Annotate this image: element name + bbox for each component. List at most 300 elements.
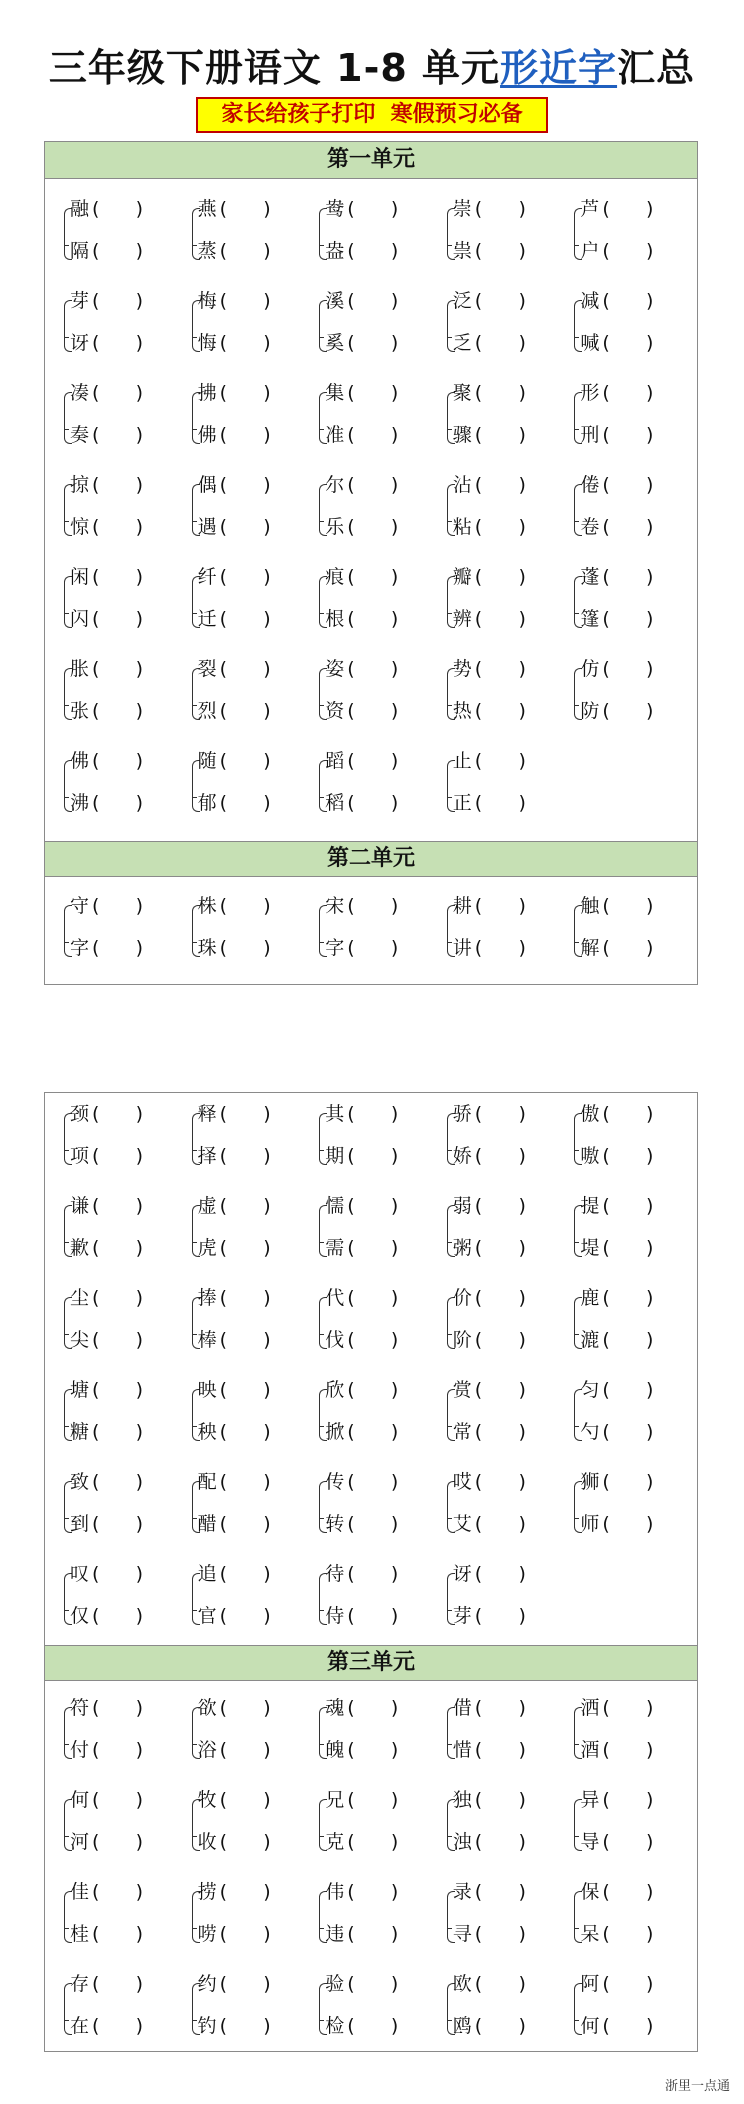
answer-blank[interactable]: ( ) [474,332,526,354]
answer-blank[interactable]: ( ) [474,566,526,588]
char-pair [570,1377,698,1469]
answer-blank[interactable]: ( ) [92,1973,144,1995]
char-pair [443,1695,571,1787]
answer-blank[interactable]: ( ) [347,1329,399,1351]
character: 映 [197,1379,217,1401]
char-line [580,1737,653,1763]
answer-blank[interactable]: ( ) [92,1923,144,1945]
character: 价 [452,1287,472,1309]
answer-blank[interactable]: ( ) [219,1471,271,1493]
answer-blank[interactable]: ( ) [347,1421,399,1443]
character: 兄 [325,1789,345,1811]
answer-blank[interactable]: ( ) [219,658,271,680]
answer-blank[interactable]: ( ) [474,198,526,220]
answer-blank[interactable]: ( ) [219,1789,271,1811]
char-line [453,2013,526,2039]
answer-blank[interactable]: ( ) [474,750,526,772]
answer-blank[interactable]: ( ) [602,1103,654,1125]
answer-blank[interactable]: ( ) [474,1195,526,1217]
char-pair [443,380,571,472]
answer-blank[interactable]: ( ) [347,750,399,772]
char-line [70,656,143,682]
answer-blank[interactable]: ( ) [602,658,654,680]
char-line [580,1101,653,1127]
char-line [198,1695,271,1721]
answer-blank[interactable]: ( ) [474,1789,526,1811]
answer-blank[interactable]: ( ) [474,1831,526,1853]
answer-blank[interactable]: ( ) [92,895,144,917]
char-line [453,1377,526,1403]
character: 准 [325,424,345,446]
character: 师 [580,1513,600,1535]
answer-blank[interactable]: ( ) [474,474,526,496]
answer-blank[interactable]: ( ) [602,566,654,588]
character: 尔 [325,474,345,496]
answer-blank[interactable]: ( ) [219,1195,271,1217]
answer-blank[interactable]: ( ) [474,1881,526,1903]
answer-blank[interactable]: ( ) [474,1379,526,1401]
char-line [70,238,143,264]
answer-blank[interactable]: ( ) [602,1471,654,1493]
char-line [453,1193,526,1219]
char-pair [443,656,571,748]
answer-blank[interactable]: ( ) [219,290,271,312]
character: 凑 [70,382,90,404]
char-line [580,1235,653,1261]
answer-blank[interactable]: ( ) [347,1923,399,1945]
answer-blank[interactable]: ( ) [474,937,526,959]
char-pair [188,1469,316,1561]
answer-blank[interactable]: ( ) [92,332,144,354]
char-pair [570,288,698,380]
char-line [325,1829,398,1855]
answer-blank[interactable]: ( ) [347,608,399,630]
answer-blank[interactable]: ( ) [474,1563,526,1585]
answer-blank[interactable]: ( ) [474,1923,526,1945]
answer-blank[interactable]: ( ) [474,1739,526,1761]
unit-1-grid [44,196,698,840]
unit-3-grid [44,1695,698,2063]
answer-blank[interactable]: ( ) [474,1605,526,1627]
answer-blank[interactable]: ( ) [92,1103,144,1125]
answer-blank[interactable]: ( ) [347,198,399,220]
answer-blank[interactable]: ( ) [474,1513,526,1535]
answer-blank[interactable]: ( ) [219,1287,271,1309]
char-line [198,748,271,774]
answer-blank[interactable]: ( ) [347,424,399,446]
char-line [325,606,398,632]
answer-blank[interactable]: ( ) [92,2015,144,2037]
character: 惜 [452,1739,472,1761]
char-line [70,790,143,816]
answer-blank[interactable]: ( ) [92,424,144,446]
answer-blank[interactable]: ( ) [602,1145,654,1167]
answer-blank[interactable]: ( ) [602,1287,654,1309]
answer-blank[interactable]: ( ) [602,1789,654,1811]
answer-blank[interactable]: ( ) [92,1513,144,1535]
answer-blank[interactable]: ( ) [92,1287,144,1309]
answer-blank[interactable]: ( ) [602,332,654,354]
char-line [453,656,526,682]
answer-blank[interactable]: ( ) [474,1973,526,1995]
answer-blank[interactable]: ( ) [219,332,271,354]
answer-blank[interactable]: ( ) [602,198,654,220]
answer-blank[interactable]: ( ) [347,1287,399,1309]
answer-blank[interactable]: ( ) [474,792,526,814]
character: 魂 [325,1697,345,1719]
char-line [453,238,526,264]
answer-blank[interactable]: ( ) [474,424,526,446]
character: 录 [452,1881,472,1903]
answer-blank[interactable]: ( ) [602,937,654,959]
answer-blank[interactable]: ( ) [92,474,144,496]
answer-blank[interactable]: ( ) [219,1563,271,1585]
answer-blank[interactable]: ( ) [347,658,399,680]
character: 唠 [197,1923,217,1945]
answer-blank[interactable]: ( ) [92,240,144,262]
char-line [70,935,143,961]
char-line [325,330,398,356]
answer-blank[interactable]: ( ) [92,792,144,814]
answer-blank[interactable]: ( ) [92,198,144,220]
character: 匀 [580,1379,600,1401]
answer-blank[interactable]: ( ) [92,382,144,404]
char-pair [60,1561,188,1653]
answer-blank[interactable]: ( ) [474,382,526,404]
answer-blank[interactable]: ( ) [347,937,399,959]
answer-blank[interactable]: ( ) [474,1103,526,1125]
answer-blank[interactable]: ( ) [92,937,144,959]
answer-blank[interactable]: ( ) [347,1513,399,1535]
char-line [580,1829,653,1855]
answer-blank[interactable]: ( ) [219,1421,271,1443]
character: 待 [325,1563,345,1585]
answer-blank[interactable]: ( ) [219,1739,271,1761]
char-line [198,1971,271,1997]
char-line [580,656,653,682]
answer-blank[interactable]: ( ) [92,1697,144,1719]
character: 字 [70,937,90,959]
character: 侍 [325,1605,345,1627]
answer-blank[interactable]: ( ) [92,1145,144,1167]
answer-blank[interactable]: ( ) [92,1563,144,1585]
section-heading-unit-1: 第一单元 [44,141,698,179]
answer-blank[interactable]: ( ) [219,566,271,588]
character: 字 [325,937,345,959]
answer-blank[interactable]: ( ) [347,474,399,496]
character: 惊 [70,516,90,538]
char-pair [315,893,443,985]
char-line [70,1377,143,1403]
char-line [70,1561,143,1587]
char-line [198,196,271,222]
answer-blank[interactable]: ( ) [92,1329,144,1351]
answer-blank[interactable]: ( ) [219,895,271,917]
answer-blank[interactable]: ( ) [92,290,144,312]
answer-blank[interactable]: ( ) [347,700,399,722]
answer-blank[interactable]: ( ) [474,895,526,917]
answer-blank[interactable]: ( ) [219,1513,271,1535]
answer-blank[interactable]: ( ) [92,1881,144,1903]
character: 洒 [580,1697,600,1719]
char-line [453,330,526,356]
answer-blank[interactable]: ( ) [347,1973,399,1995]
char-line [453,790,526,816]
char-line [580,2013,653,2039]
answer-blank[interactable]: ( ) [219,700,271,722]
answer-blank[interactable]: ( ) [92,750,144,772]
answer-blank[interactable]: ( ) [347,1103,399,1125]
answer-blank[interactable]: ( ) [602,424,654,446]
char-line [198,1829,271,1855]
answer-blank[interactable]: ( ) [347,1881,399,1903]
answer-blank[interactable]: ( ) [92,1789,144,1811]
char-line [325,238,398,264]
answer-blank[interactable]: ( ) [92,1195,144,1217]
answer-blank[interactable]: ( ) [219,1923,271,1945]
answer-blank[interactable]: ( ) [92,1471,144,1493]
answer-blank[interactable]: ( ) [219,2015,271,2037]
answer-blank[interactable]: ( ) [474,1329,526,1351]
watermark-footer: 浙里一点通 [664,2079,730,2094]
character: 伐 [325,1329,345,1351]
answer-blank[interactable]: ( ) [602,1195,654,1217]
answer-blank[interactable]: ( ) [474,608,526,630]
character: 糖 [70,1421,90,1443]
answer-blank[interactable]: ( ) [92,700,144,722]
answer-blank[interactable]: ( ) [474,1237,526,1259]
answer-blank[interactable]: ( ) [474,700,526,722]
char-line [325,1603,398,1629]
answer-blank[interactable]: ( ) [219,474,271,496]
character: 塘 [70,1379,90,1401]
character: 根 [325,608,345,630]
answer-blank[interactable]: ( ) [92,566,144,588]
answer-blank[interactable]: ( ) [92,1605,144,1627]
answer-blank[interactable]: ( ) [602,240,654,262]
char-line [580,1787,653,1813]
char-line [70,1603,143,1629]
answer-blank[interactable]: ( ) [474,2015,526,2037]
answer-blank[interactable]: ( ) [474,1145,526,1167]
answer-blank[interactable]: ( ) [92,1379,144,1401]
answer-blank[interactable]: ( ) [347,792,399,814]
answer-blank[interactable]: ( ) [219,424,271,446]
answer-blank[interactable]: ( ) [347,1237,399,1259]
answer-blank[interactable]: ( ) [219,1831,271,1853]
answer-blank[interactable]: ( ) [347,382,399,404]
character: 稻 [325,792,345,814]
char-line [198,1787,271,1813]
character: 棒 [197,1329,217,1351]
answer-blank[interactable]: ( ) [602,700,654,722]
character: 漉 [580,1329,600,1351]
character: 蓬 [580,566,600,588]
char-line [325,1469,398,1495]
answer-blank[interactable]: ( ) [219,1103,271,1125]
character: 项 [70,1145,90,1167]
answer-blank[interactable]: ( ) [347,1605,399,1627]
character: 资 [325,700,345,722]
char-line [325,698,398,724]
answer-blank[interactable]: ( ) [602,895,654,917]
char-line [325,1787,398,1813]
answer-blank[interactable]: ( ) [92,1831,144,1853]
answer-blank[interactable]: ( ) [602,2015,654,2037]
answer-blank[interactable]: ( ) [92,608,144,630]
answer-blank[interactable]: ( ) [219,1973,271,1995]
character: 赏 [452,1379,472,1401]
answer-blank[interactable]: ( ) [347,1195,399,1217]
character: 违 [325,1923,345,1945]
answer-blank[interactable]: ( ) [474,1697,526,1719]
char-line [325,1419,398,1445]
answer-blank[interactable]: ( ) [219,937,271,959]
char-pair [315,472,443,564]
character: 浴 [197,1739,217,1761]
answer-blank[interactable]: ( ) [602,1421,654,1443]
char-pair [443,1101,571,1193]
answer-blank[interactable]: ( ) [219,198,271,220]
answer-blank[interactable]: ( ) [347,516,399,538]
char-line [325,656,398,682]
char-line [453,1511,526,1537]
char-line [580,606,653,632]
char-line [198,1603,271,1629]
answer-blank[interactable]: ( ) [219,1237,271,1259]
answer-blank[interactable]: ( ) [347,1697,399,1719]
answer-blank[interactable]: ( ) [92,1237,144,1259]
character: 致 [70,1471,90,1493]
answer-blank[interactable]: ( ) [92,1421,144,1443]
char-line [70,330,143,356]
answer-blank[interactable]: ( ) [347,1145,399,1167]
answer-blank[interactable]: ( ) [474,658,526,680]
answer-blank[interactable]: ( ) [347,1471,399,1493]
answer-blank[interactable]: ( ) [219,382,271,404]
answer-blank[interactable]: ( ) [602,1513,654,1535]
answer-blank[interactable]: ( ) [347,332,399,354]
answer-blank[interactable]: ( ) [92,658,144,680]
answer-blank[interactable]: ( ) [602,1973,654,1995]
answer-blank[interactable]: ( ) [474,1471,526,1493]
char-pair [188,656,316,748]
answer-blank[interactable]: ( ) [219,792,271,814]
char-line [198,606,271,632]
answer-blank[interactable]: ( ) [347,240,399,262]
answer-blank[interactable]: ( ) [602,1329,654,1351]
answer-blank[interactable]: ( ) [347,566,399,588]
answer-blank[interactable]: ( ) [474,1421,526,1443]
char-line [325,893,398,919]
char-line [580,238,653,264]
answer-blank[interactable]: ( ) [347,1379,399,1401]
answer-blank[interactable]: ( ) [602,1881,654,1903]
char-line [70,422,143,448]
character: 讲 [452,937,472,959]
character: 崇 [452,198,472,220]
answer-blank[interactable]: ( ) [474,240,526,262]
char-pair [570,656,698,748]
char-line [70,564,143,590]
character: 盎 [325,240,345,262]
answer-blank[interactable]: ( ) [347,1789,399,1811]
char-line [325,1235,398,1261]
answer-blank[interactable]: ( ) [602,1739,654,1761]
char-line [70,698,143,724]
answer-blank[interactable]: ( ) [219,750,271,772]
answer-blank[interactable]: ( ) [602,290,654,312]
answer-blank[interactable]: ( ) [474,290,526,312]
answer-blank[interactable]: ( ) [219,1145,271,1167]
char-line [580,288,653,314]
answer-blank[interactable]: ( ) [219,516,271,538]
char-pair [570,1285,698,1377]
answer-blank[interactable]: ( ) [602,516,654,538]
answer-blank[interactable]: ( ) [219,608,271,630]
char-pair [315,1377,443,1469]
answer-blank[interactable]: ( ) [602,1923,654,1945]
answer-blank[interactable]: ( ) [602,1697,654,1719]
character: 到 [70,1513,90,1535]
char-pair [188,1377,316,1469]
answer-blank[interactable]: ( ) [602,1237,654,1259]
character: 痕 [325,566,345,588]
char-pair [188,196,316,288]
answer-blank[interactable]: ( ) [347,895,399,917]
char-line [453,422,526,448]
answer-blank[interactable]: ( ) [347,1563,399,1585]
answer-blank[interactable]: ( ) [602,474,654,496]
answer-blank[interactable]: ( ) [219,1379,271,1401]
char-line [325,1511,398,1537]
answer-blank[interactable]: ( ) [219,1605,271,1627]
answer-blank[interactable]: ( ) [219,1697,271,1719]
character: 粥 [452,1237,472,1259]
answer-blank[interactable]: ( ) [602,382,654,404]
answer-blank[interactable]: ( ) [602,1379,654,1401]
char-line [198,935,271,961]
answer-blank[interactable]: ( ) [347,1831,399,1853]
character: 付 [70,1739,90,1761]
character: 蹈 [325,750,345,772]
answer-blank[interactable]: ( ) [219,240,271,262]
answer-blank[interactable]: ( ) [474,1287,526,1309]
char-pair [188,1561,316,1653]
char-line [580,196,653,222]
answer-blank[interactable]: ( ) [92,516,144,538]
character: 艾 [452,1513,472,1535]
char-pair [188,1971,316,2063]
answer-blank[interactable]: ( ) [474,516,526,538]
character: 虎 [197,1237,217,1259]
answer-blank[interactable]: ( ) [347,2015,399,2037]
answer-blank[interactable]: ( ) [602,608,654,630]
character: 导 [580,1831,600,1853]
answer-blank[interactable]: ( ) [347,1739,399,1761]
answer-blank[interactable]: ( ) [92,1739,144,1761]
char-pair [570,564,698,656]
character: 提 [580,1195,600,1217]
answer-blank[interactable]: ( ) [219,1329,271,1351]
char-pair [570,1971,698,2063]
character: 叹 [70,1563,90,1585]
answer-blank[interactable]: ( ) [347,290,399,312]
answer-blank[interactable]: ( ) [602,1831,654,1853]
answer-blank[interactable]: ( ) [219,1881,271,1903]
character: 欲 [197,1697,217,1719]
char-pair [60,472,188,564]
